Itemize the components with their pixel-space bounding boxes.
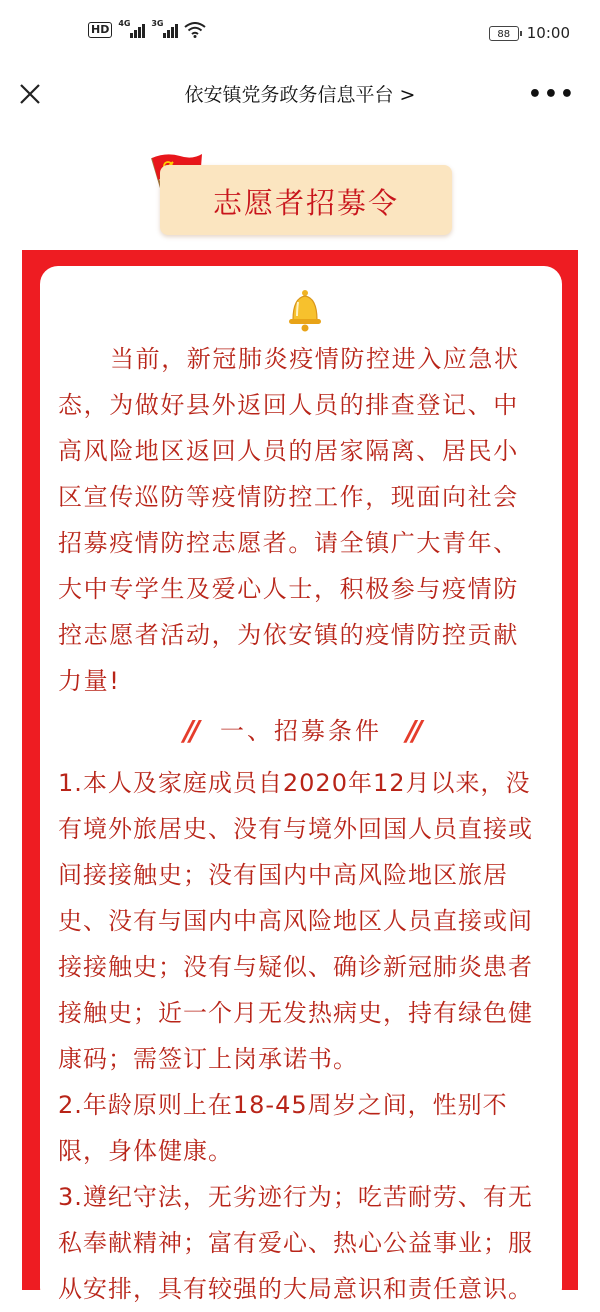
heading-decoration-right: //: [406, 714, 419, 747]
hd-icon: HD: [88, 22, 112, 38]
signal-icon: [151, 19, 178, 38]
nav-bar: [0, 70, 600, 120]
heading-decoration-left: //: [183, 714, 196, 747]
more-icon[interactable]: •••: [527, 82, 576, 107]
wifi-icon: [184, 22, 206, 38]
network-label-4g: 4G: [118, 19, 131, 28]
section-heading: [58, 708, 544, 754]
article-card: [40, 266, 562, 1306]
page-title: 志愿者招募令: [212, 186, 399, 220]
conditions-list: [58, 760, 544, 1312]
title-box: [160, 165, 452, 235]
status-left: [88, 19, 206, 38]
signal-icon: [118, 19, 145, 38]
banner: [0, 120, 600, 250]
intro-paragraph: 当前，新冠肺炎疫情防控进入应急状态，为做好县外返回人员的排查登记、中高风险地区返回人员的居家隔离、居民小区宣传巡防等疫情防控工作，现面向社会招募疫情防控志愿者。请全镇广大青年、大中专学生及爱心人士，积极参与疫情防控志愿者活动，为依安镇的疫情防控贡献力量!: [58, 345, 520, 695]
red-frame: [22, 250, 578, 1303]
status-bar: [0, 0, 600, 70]
status-right: [489, 24, 570, 42]
bell-icon: [285, 288, 325, 332]
article-body: [58, 336, 544, 1312]
condition-item: 3.遵纪守法，无劣迹行为；吃苦耐劳、有无私奉献精神；富有爱心、热心公益事业；服从安排，具有较强的大局意识和责任意识。: [58, 1183, 533, 1303]
network-label-3g: 3G: [151, 19, 164, 28]
nav-title[interactable]: 依安镇党务政务信息平台 >: [184, 84, 416, 106]
section-title: 一、招募条件: [220, 717, 382, 745]
condition-item: 2.年龄原则上在18-45周岁之间，性别不限，身体健康。: [58, 1091, 508, 1165]
battery-icon: 88: [489, 26, 519, 41]
condition-item: 1.本人及家庭成员自2020年12月以来，没有境外旅居史、没有与境外回国人员直接或间接接触史；没有国内中高风险地区旅居史、没有与国内中高风险地区人员直接或间接接触史；没有与疑似、确诊新冠肺炎患者接触史；近一个月无发热病史，持有绿色健康码；需签订上岗承诺书。: [58, 769, 533, 1073]
clock: 10:00: [526, 24, 570, 42]
